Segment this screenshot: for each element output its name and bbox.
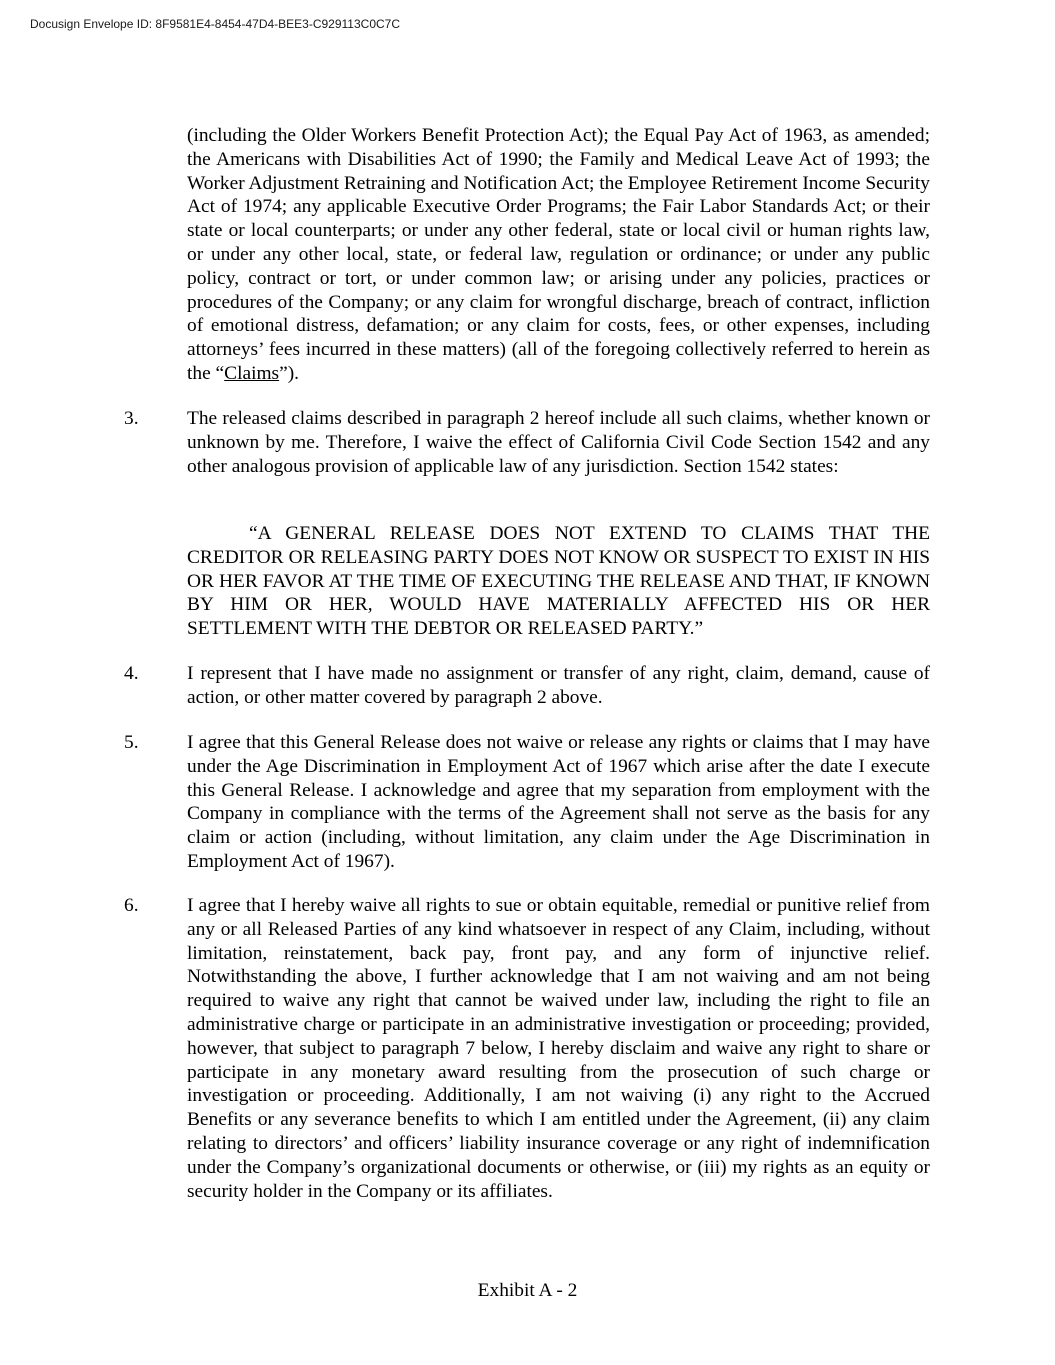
paragraph-3-number: 3. xyxy=(124,408,139,429)
page-footer-label: Exhibit A - 2 xyxy=(477,1280,578,1301)
claims-definition-paragraph xyxy=(187,124,930,386)
paragraph-6-text: I agree that I hereby waive all rights to sue or obtain equitable, remedial or punitive relief from any or all Released Parties of any kind whatsoever in respect of any Claim, including, without limitation, reinstatement, back pay, front pay, and any form of injunctive relief. Notwithstanding the above, I further acknowledge that I am not waiving and am not being required to waive any right that cannot be waived under law, including the right to file an administrative charge or participate in an administrative investigation or proceeding; provided, however, that subject to paragraph 7 below, I hereby disclaim and waive any right to share or participate in any monetary award resulting from the prosecution of such charge or investigation or proceeding. Additionally, I am not waiving (i) any right to the Accrued Benefits or any severance benefits to which I am entitled under the Agreement, (ii) any claim relating to directors’ and officers’ liability insurance coverage or any right of indemnification under the Company’s organizational documents or otherwise, or (iii) my rights as an equity or security holder in the Company or its affiliates. xyxy=(187,895,930,1202)
section-1542-quote: “A GENERAL RELEASE DOES NOT EXTEND TO CLAIMS THAT THE CREDITOR OR RELEASING PARTY DOES NOT KNOW OR SUSPECT TO EXIST IN HIS OR HER FAVOR AT THE TIME OF EXECUTING THE RELEASE AND THAT, IF KNOWN BY HIM OR HER, WOULD HAVE MATERIALLY AFFECTED HIS OR HER SETTLEMENT WITH THE DEBTOR OR RELEASED PARTY.” xyxy=(187,523,930,640)
paragraph-4-text: I represent that I have made no assignment or transfer of any right, claim, demand, cause of action, or other matter covered by paragraph 2 above. xyxy=(187,663,930,708)
paragraph-3-text: The released claims described in paragraph 2 hereof include all such claims, whether known or unknown by me. Therefore, I waive the effect of California Civil Code Section 1542 and any other analogous provision of applicable law of any jurisdiction. Section 1542 states: xyxy=(187,408,930,477)
claims-definition-closing: ”). xyxy=(279,362,300,384)
docusign-envelope-id: Docusign Envelope ID: 8F9581E4-8454-47D4-BEE3-C929113C0C7C xyxy=(30,17,400,31)
paragraph-5-number: 5. xyxy=(124,732,139,753)
claims-defined-term: Claims xyxy=(224,362,280,384)
paragraph-5-text: I agree that this General Release does not waive or release any rights or claims that I may have under the Age Discrimination in Employment Act of 1967 which arise after the date I execute this General Release. I acknowledge and agree that my separation from employment with the Company in compliance with the terms of the Agreement shall not serve as the basis for any claim or action (including, without limitation, any claim under the Age Discrimination in Employment Act of 1967). xyxy=(187,732,930,872)
claims-definition-text: (including the Older Workers Benefit Protection Act); the Equal Pay Act of 1963, as amended; the Americans with Disabilities Act of 1990; the Family and Medical Leave Act of 1993; the Worker Adjustment Retraining and Notification Act; the Employee Retirement Income Security Act of 1974; any applicable Executive Order Programs; the Fair Labor Standards Act; or their state or local counterparts; or under any other federal, state or local civil or human rights law, or under any other local, state, or federal law, regulation or ordinance; or under any public policy, contract or tort, or under common law; or arising under any policies, practices or procedures of the Company; or any claim for wrongful discharge, breach of contract, infliction of emotional distress, defamation; or any claim for costs, fees, or other expenses, including attorneys’ fees incurred in these matters) (all of the foregoing collectively referred to herein as the “ xyxy=(187,125,930,384)
paragraph-4-number: 4. xyxy=(124,663,139,684)
paragraph-6-number: 6. xyxy=(124,895,139,916)
